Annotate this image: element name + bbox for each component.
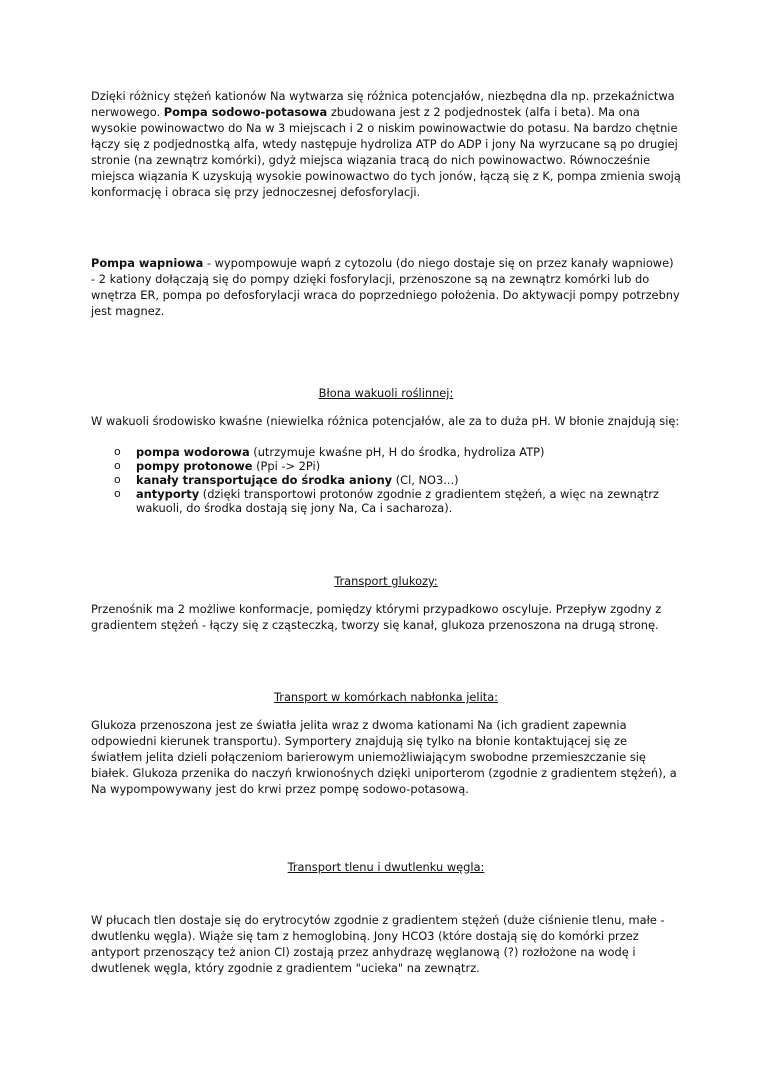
list-item-desc: (Ppi -> 2Pi) bbox=[252, 459, 321, 473]
para1-rest: zbudowana jest z 2 podjednostek (alfa i beta). Ma ona wysokie powinowactwo do Na w 3 miejscach i 2 o niskim powinowactwie do potasu. Na bardzo chętnie łączy się z podjednostką alfa, wtedy następuje hydroliza ATP do ADP i jony Na wyrzucane są po drugiej stronie (na zewnątrz komórki), gdyż miejsca wiązania tracą do nich powinowactwo. Równocześnie miejsca wiązania K uzyskują wysokie powinowactwo do tych jonów, łączą się z K, pompa zmienia swoją konformację i obraca się przy jednoczesnej defosforylacji. bbox=[91, 105, 681, 199]
list-item-term: pompy protonowe bbox=[136, 459, 253, 473]
heading-oxygen-co2-transport: Transport tlenu i dwutlenku węgla: bbox=[287, 860, 485, 874]
paragraph-calcium-pump bbox=[91, 255, 681, 319]
list-item bbox=[136, 445, 681, 459]
paragraph-oxygen-co2: W płucach tlen dostaje się do erytrocytów zgodnie z gradientem stężeń (duże ciśnienie tlenu, małe - dwutlenku węgla). Wiąże się tam z hemoglobiną. Jony HCO3 (które dostają się do komórki przez antyport przenoszący też anion Cl) zostają przez anhydrazę węglanową (?) rozłożone na wodę i dwutlenek węgla, który zgodnie z gradientem "ucieka" na zewnątrz. bbox=[91, 913, 665, 975]
para1-bold-term: Pompa sodowo-potasowa bbox=[163, 105, 328, 119]
list-item-term: antyporty bbox=[136, 487, 200, 501]
paragraph-sodium-potassium-pump bbox=[91, 88, 681, 200]
para2-rest: - wypompowuje wapń z cytozolu (do niego dostaje się on przez kanały wapniowe) - 2 kationy dołączają się do pompy dzięki fosforylacji, przenoszone są na zewnątrz komórki lub do wnętrza ER, pompa po defosforylacji wraca do poprzedniego położenia. Do aktywacji pompy potrzebny jest magnez. bbox=[91, 256, 680, 318]
vacuole-list bbox=[91, 445, 681, 515]
list-item-term: pompa wodorowa bbox=[136, 445, 250, 459]
heading-intestinal-epithelium: Transport w komórkach nabłonka jelita: bbox=[273, 690, 499, 704]
heading-vacuole-membrane: Błona wakuoli roślinnej: bbox=[318, 386, 454, 400]
paragraph-glucose: Przenośnik ma 2 możliwe konformacje, pomiędzy którymi przypadkowo oscyluje. Przepływ zgodny z gradientem stężeń - łączy się z cząsteczką, tworzy się kanał, glukoza przenoszona na drugą stronę. bbox=[91, 602, 662, 632]
para2-bold-term: Pompa wapniowa bbox=[91, 256, 204, 270]
document-page bbox=[91, 88, 681, 976]
paragraph-vacuole: W wakuoli środowisko kwaśne (niewielka różnica potencjałów, ale za to duża pH. W błonie znajdują się: bbox=[91, 414, 680, 428]
list-item-desc: (utrzymuje kwaśne pH, H do środka, hydroliza ATP) bbox=[249, 445, 545, 459]
list-item bbox=[136, 459, 681, 473]
list-item-desc: (dzięki transportowi protonów zgodnie z gradientem stężeń, a więc na zewnątrz wakuoli, do środka dostają się jony Na, Ca i sacharoza). bbox=[136, 487, 659, 515]
list-item bbox=[136, 487, 681, 515]
heading-glucose-transport: Transport glukozy: bbox=[334, 574, 438, 588]
list-item bbox=[136, 473, 681, 487]
list-item-term: kanały transportujące do środka aniony bbox=[136, 473, 393, 487]
paragraph-intestinal-epithelium: Glukoza przenoszona jest ze światła jelita wraz z dwoma kationami Na (ich gradient zapewnia odpowiedni kierunek transportu). Symportery znajdują się tylko na błonie kontaktującej się ze światłem jelita dzieli połączeniom barierowym uniemożliwiającym swobodne przemieszczanie się białek. Glukoza przenika do naczyń krwionośnych dzięki uniporterom (zgodnie z gradientem stężeń), a Na wypompowywany jest do krwi przez pompę sodowo-potasową. bbox=[91, 718, 677, 796]
para1-intro: Dzięki różnicy stężeń kationów Na wytwarza się różnica potencjałów, niezbędna dla np. przekaźnictwa nerwowego. bbox=[91, 89, 675, 119]
list-item-desc: (Cl, NO3...) bbox=[392, 473, 459, 487]
